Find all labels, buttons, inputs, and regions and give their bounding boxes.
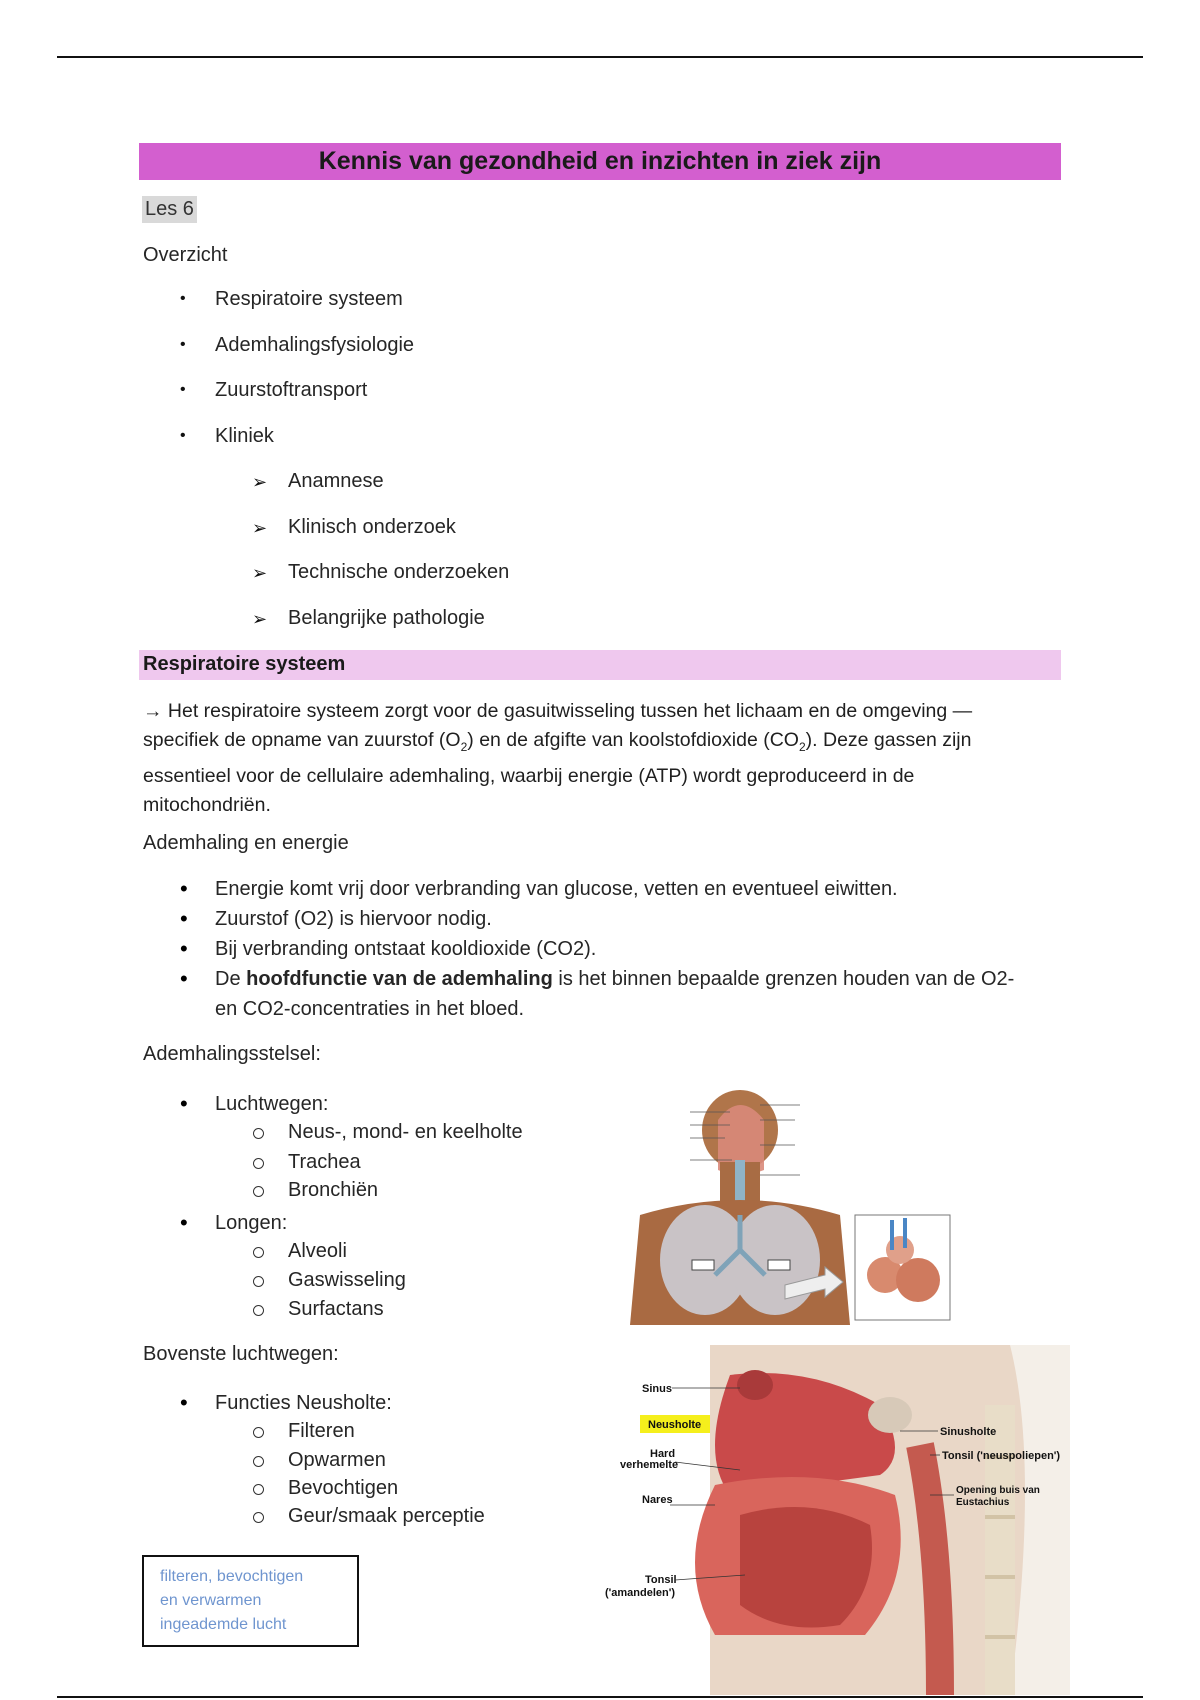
bullet: • — [180, 966, 188, 991]
handwritten-note-box — [142, 1555, 359, 1647]
overview-subitem: Anamnese — [288, 470, 384, 492]
svg-text:('amandelen'): ('amandelen') — [605, 1587, 676, 1599]
top-rule — [57, 56, 1143, 58]
svg-text:Eustachius: Eustachius — [956, 1497, 1010, 1508]
nasal-cavity-illustration — [600, 1345, 1070, 1695]
circle-bullet — [253, 1276, 264, 1287]
circle-bullet — [253, 1456, 264, 1467]
svg-text:Tonsil ('neuspoliepen'): Tonsil ('neuspoliepen') — [942, 1450, 1061, 1462]
bullet: • — [180, 427, 186, 444]
energy-item-cont: en CO2-concentraties in het bloed. — [215, 998, 525, 1020]
bullet: • — [180, 876, 188, 901]
upper-label: Functies Neusholte: — [215, 1392, 392, 1414]
circle-bullet — [253, 1158, 264, 1169]
svg-text:Neusholte: Neusholte — [648, 1419, 702, 1431]
note-text: filteren, bevochtigen en verwarmen ingeademde lucht — [160, 1568, 304, 1633]
upper-heading: Bovenste luchtwegen: — [143, 1343, 339, 1365]
bullet: • — [180, 381, 186, 398]
overview-heading: Overzicht — [143, 244, 228, 266]
energy-item: Zuurstof (O2) is hiervoor nodig. — [215, 908, 492, 930]
overview-item: Kliniek — [215, 425, 274, 447]
circle-bullet — [253, 1186, 264, 1197]
intro-line: → Het respiratoire systeem zorgt voor de gasuitwisseling tussen het lichaam en de omgeving — — [143, 700, 973, 722]
system-item: Gaswisseling — [288, 1269, 406, 1291]
bullet: • — [180, 336, 186, 353]
energy-item: Energie komt vrij door verbranding van glucose, vetten en eventueel eiwitten. — [215, 878, 898, 900]
overview-subitem: Technische onderzoeken — [288, 561, 510, 583]
intro-paragraph — [143, 697, 1063, 820]
circle-bullet — [253, 1305, 264, 1316]
overview-item: Ademhalingsfysiologie — [215, 334, 415, 356]
bullet: • — [180, 1091, 188, 1116]
circle-bullet — [253, 1427, 264, 1438]
svg-text:Nares: Nares — [642, 1494, 673, 1506]
svg-text:Opening buis van: Opening buis van — [956, 1485, 1040, 1496]
svg-text:Tonsil: Tonsil — [645, 1574, 677, 1586]
energy-item: Bij verbranding ontstaat kooldioxide (CO2). — [215, 938, 597, 960]
document-title: Kennis van gezondheid en inzichten in ziek zijn — [139, 143, 1061, 180]
overview-subitem: Klinisch onderzoek — [288, 516, 456, 538]
upper-item: Opwarmen — [288, 1449, 386, 1471]
system-item: Alveoli — [288, 1240, 347, 1262]
system-item: Neus-, mond- en keelholte — [288, 1121, 523, 1143]
bullet: • — [180, 1390, 188, 1415]
overview-subitem: Belangrijke pathologie — [288, 607, 485, 629]
system-heading: Ademhalingsstelsel: — [143, 1043, 321, 1065]
bullet: • — [180, 906, 188, 931]
circle-bullet — [253, 1512, 264, 1523]
respiratory-system-illustration — [620, 1090, 960, 1340]
intro-line: specifiek de opname van zuurstof $(O_2)$ en de afgifte van koolstofdioxide $(CO_2)$. Deze gassen zijn — [143, 729, 972, 754]
section-title: Respiratoire systeem — [143, 653, 346, 675]
energy-heading: Ademhaling en energie — [143, 832, 349, 854]
system-item: Surfactans — [288, 1298, 384, 1320]
bottom-rule — [57, 1696, 1143, 1698]
system-group-label: Longen: — [215, 1212, 288, 1234]
intro-line: mitochondriën. — [143, 793, 271, 816]
overview-item: Respiratoire systeem — [215, 288, 403, 310]
system-group-label: Luchtwegen: — [215, 1093, 329, 1115]
circle-bullet — [253, 1484, 264, 1495]
upper-item: Bevochtigen — [288, 1477, 399, 1499]
intro-line: essentieel voor de cellulaire ademhaling, waarbij energie (ATP) wordt geproduceerd in de — [143, 764, 915, 787]
overview-item: Zuurstoftransport — [215, 379, 368, 401]
arrow-bullet-icon: ➢ — [252, 609, 268, 629]
energy-item-main: De hoofdfunctie van de ademhaling is het binnen bepaalde grenzen houden van de O2- — [215, 968, 1015, 990]
circle-bullet — [253, 1128, 264, 1139]
upper-item: Filteren — [288, 1420, 355, 1442]
lesson-label: Les 6 — [142, 196, 197, 223]
bullet: • — [180, 290, 186, 307]
bullet: • — [180, 936, 188, 961]
circle-bullet — [253, 1247, 264, 1258]
arrow-bullet-icon: ➢ — [252, 563, 268, 583]
svg-text:Sinus: Sinus — [642, 1383, 672, 1395]
svg-text:Hard: Hard — [650, 1448, 676, 1460]
system-item: Trachea — [288, 1151, 361, 1173]
bullet: • — [180, 1210, 188, 1235]
arrow-bullet-icon: ➢ — [252, 518, 268, 538]
system-item: Bronchiën — [288, 1179, 379, 1201]
svg-text:verhemelte: verhemelte — [620, 1459, 679, 1471]
upper-item: Geur/smaak perceptie — [288, 1505, 485, 1527]
svg-text:Sinusholte: Sinusholte — [940, 1426, 997, 1438]
arrow-bullet-icon: ➢ — [252, 472, 268, 492]
